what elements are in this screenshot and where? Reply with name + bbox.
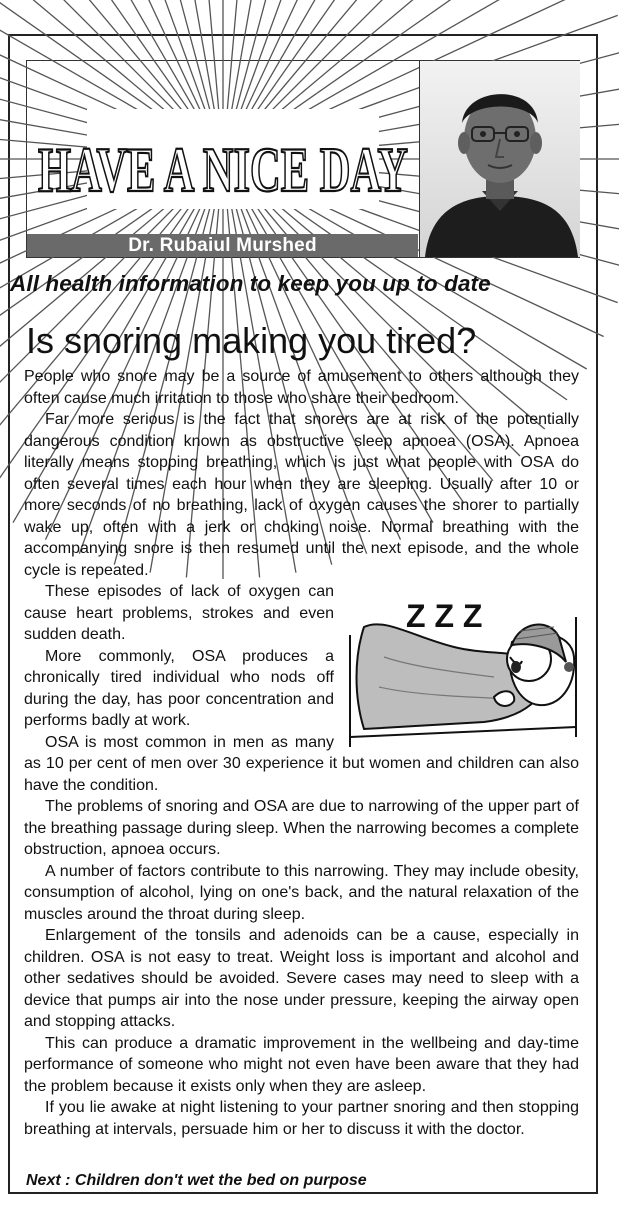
snoring-illustration xyxy=(344,587,579,753)
paragraph: These episodes of lack of oxygen can cause heart problems, strokes and even sudden death. xyxy=(24,583,334,643)
sunburst-title-art xyxy=(27,61,418,234)
column-title: Have a Nice Day xyxy=(38,134,408,205)
paragraph: Enlargement of the tonsils and adenoids can be a cause, especially in children. OSA is not easy to treat. Weight loss is important and alcohol and other sedatives should be avoided. Severe cases may need to sleep with a device that pumps air into the nose under pressure, keeping the airway open and stopping attacks. xyxy=(24,927,579,1030)
paragraph: A number of factors contribute to this narrowing. They may include obesity, consumption of alcohol, lying on one's back, and the natural relaxation of the muscles around the throat during sleep. xyxy=(24,862,579,923)
paragraph: Far more serious is the fact that snorers are at risk of the potentially dangerous condition known as obstructive sleep apnoea (OSA). Apnoea literally means stopping breathing, which is just what people with OSA do often several times each hour when they are sleeping. Usually after 10 or more seconds of no breathing, lack of oxygen causes the snorer to partially wake up, often with a jerk or choking noise. Normal breathing with the accompanying snore is then resumed until the next episode, and the whole cycle is repeated. xyxy=(24,411,579,579)
article-headline: Is snoring making you tired? xyxy=(26,320,477,361)
paragraph: This can produce a dramatic improvement in the wellbeing and day-time performance of someone who might not even have been aware that they had the problem because it exists only when they are asleep. xyxy=(24,1034,579,1095)
paragraph: If you lie awake at night listening to your partner snoring and then stopping breathing at intervals, persuade him or her to discuss it with the doctor. xyxy=(24,1099,579,1138)
paragraph: The problems of snoring and OSA are due to narrowing of the upper part of the breathing passage during sleep. When the narrowing becomes a complete obstruction, apnoea occurs. xyxy=(24,798,579,858)
author-photo xyxy=(419,61,580,257)
paragraph: More commonly, OSA produces a chronically tired individual who nods off during the day, has poor concentration and performs badly at work. xyxy=(24,647,334,729)
article-body xyxy=(24,366,579,1140)
next-article-teaser: Next : Children don't wet the bed on purpose xyxy=(26,1172,367,1189)
snore-z-text: Z Z Z xyxy=(406,598,483,634)
column-tagline: All health information to keep you up to date xyxy=(10,271,491,296)
author-name: Dr. Rubaiul Murshed xyxy=(27,234,418,257)
paragraph: OSA is most common in men as many as 10 per cent of men over 30 experience it but women and children can also have the condition. xyxy=(24,733,579,794)
paragraph: People who snore may be a source of amusement to others although they often cause much irritation to those who share their bedroom. xyxy=(24,368,579,407)
